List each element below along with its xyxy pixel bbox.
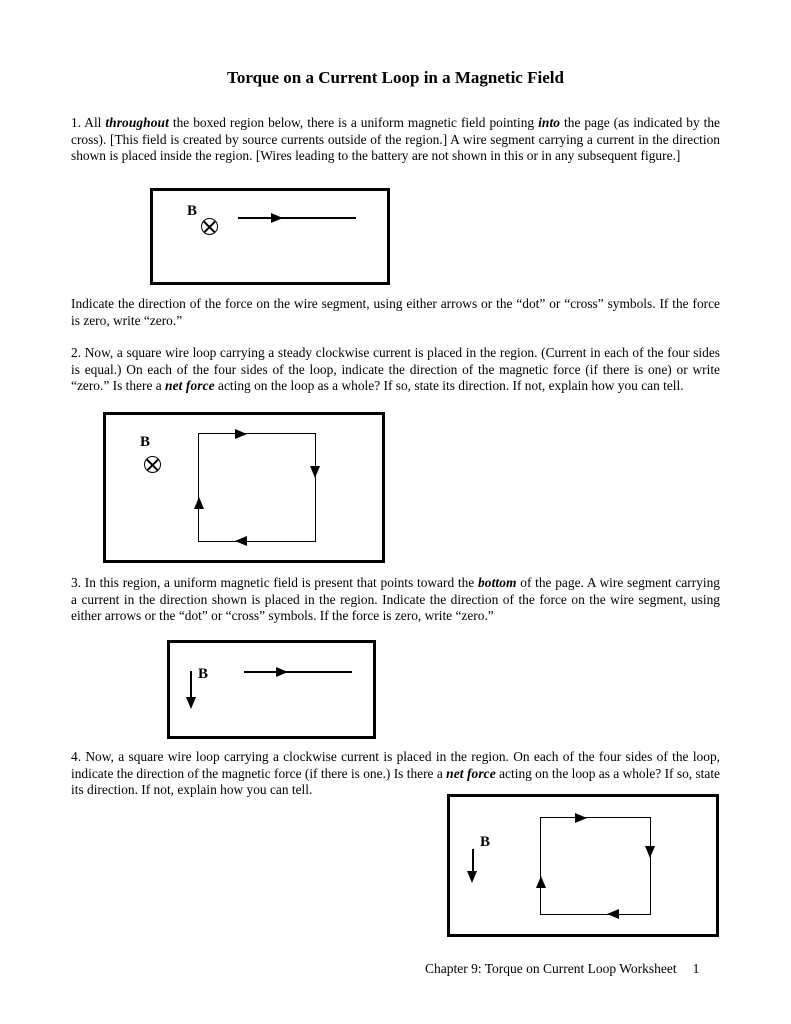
- q1-text-segment: 1. All: [71, 115, 106, 130]
- wire-segment: [244, 671, 352, 673]
- loop-current-arrow-left-icon: [536, 876, 546, 888]
- square-wire-loop: [198, 433, 316, 542]
- page-number: 1: [692, 961, 700, 976]
- q1-text-segment: the boxed region below, there is a uniform magnetic field pointing: [168, 115, 539, 130]
- b-into-page-cross-icon: [201, 218, 218, 235]
- field-label: B: [140, 434, 151, 450]
- q2-text-segment: 2. Now, a square wire loop carrying a steady clockwise current is placed in the region. (Current in each of the four sides is equal.) On each of the four sides of the loop, indicate the direction of the magnetic force (if there is one) or write “zero.” Is there a: [71, 345, 720, 394]
- b-field-arrow-down-icon: [467, 871, 477, 883]
- loop-current-arrow-top-icon: [575, 813, 587, 823]
- page-title: Torque on a Current Loop in a Magnetic Field: [227, 68, 564, 87]
- q3-text-segment: of the page. A wire segment carrying a current in the direction shown is placed in the region. Indicate the direction of the force on the wire segment, using either arrows or the “dot” or “cross” symbols. If the force is zero, write “zero.”: [71, 575, 720, 624]
- square-wire-loop: [540, 817, 651, 915]
- figure-1-field-region: [150, 188, 390, 285]
- loop-current-arrow-bottom-icon: [607, 909, 619, 919]
- loop-current-arrow-left-icon: [194, 497, 204, 509]
- q1-text-segment: the page (as indicated by the cross). [This field is created by source currents outside of the region.] A wire segment carrying a current in the direction shown is placed inside the region. [Wires leading to the battery are not shown in this or in any subsequent figure.]: [71, 115, 720, 164]
- b-field-arrow-line: [472, 849, 474, 873]
- q2-text-segment: acting on the loop as a whole? If so, state its direction. If not, explain how you can tell.: [214, 378, 684, 394]
- q4-text-segment: acting on the loop as a whole? If so, state its direction. If not, explain how you can tell.: [71, 765, 720, 798]
- q3-emphasis-bottom: bottom: [477, 575, 517, 590]
- field-label: B: [480, 834, 491, 850]
- q1-emphasis-into: into: [538, 115, 561, 130]
- question-3-text: [71, 575, 720, 625]
- loop-current-arrow-top-icon: [235, 429, 247, 439]
- page-footer: [425, 961, 699, 977]
- q2-emphasis-net-force: net force: [165, 378, 215, 394]
- figure-2-field-region: [103, 412, 385, 563]
- footer-chapter-label: Chapter 9: Torque on Current Loop Worksheet: [425, 961, 677, 976]
- question-2-text: [71, 345, 720, 395]
- wire-segment: [238, 217, 356, 219]
- loop-current-arrow-right-icon: [310, 466, 320, 478]
- figure-3-field-region: [167, 640, 376, 739]
- b-field-arrow-line: [190, 671, 192, 699]
- current-arrow-right-icon: [276, 667, 288, 677]
- question-1-prompt: Indicate the direction of the force on the wire segment, using either arrows or the “dot” or “cross” symbols. If the force is zero, write “zero.”: [71, 296, 720, 328]
- field-label: B: [187, 203, 198, 219]
- q4-emphasis-net-force: net force: [446, 765, 496, 781]
- question-4-text: [71, 749, 720, 799]
- q3-text-segment: 3. In this region, a uniform magnetic field is present that points toward the: [71, 575, 478, 590]
- q4-text-segment: 4. Now, a square wire loop carrying a clockwise current is placed in the region. On each of the four sides of the loop, indicate the direction of the magnetic force (if there is one.) Is there a: [71, 749, 720, 781]
- q1-emphasis-throughout: throughout: [105, 115, 169, 130]
- current-arrow-right-icon: [271, 213, 283, 223]
- loop-current-arrow-right-icon: [645, 846, 655, 858]
- b-into-page-cross-icon: [144, 456, 161, 473]
- field-label: B: [198, 666, 209, 682]
- figure-4-field-region: [447, 794, 719, 937]
- question-1-text: [71, 115, 720, 165]
- b-field-arrow-down-icon: [186, 697, 196, 709]
- loop-current-arrow-bottom-icon: [235, 536, 247, 546]
